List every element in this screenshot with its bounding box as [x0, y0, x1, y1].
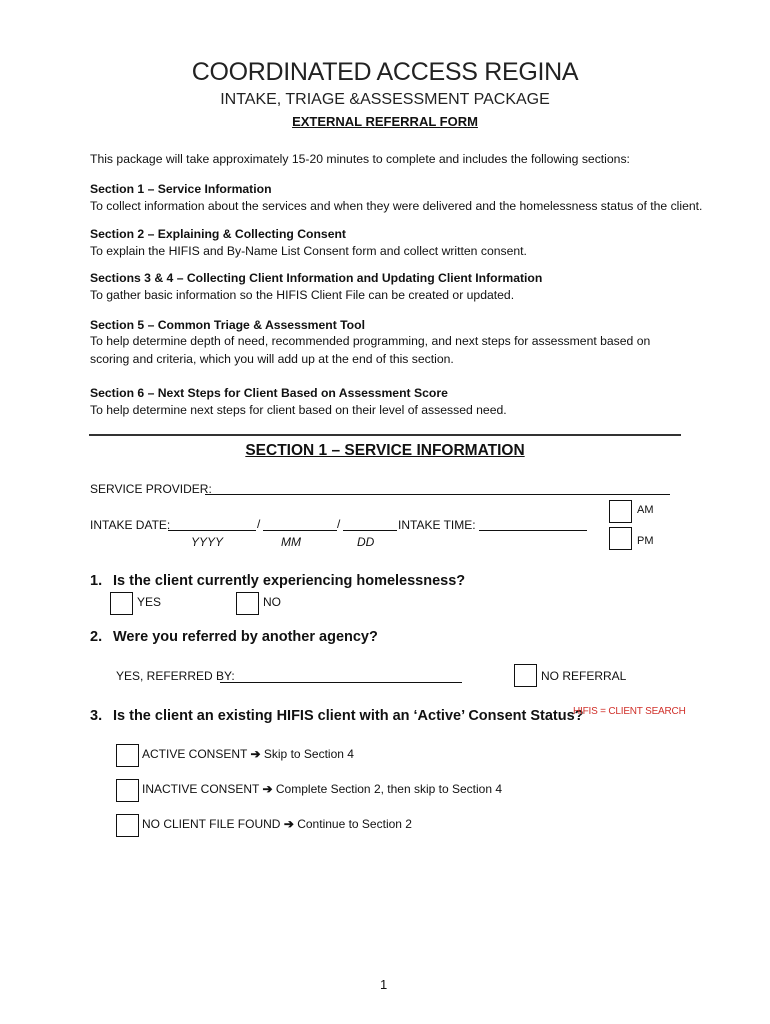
- active-consent-label: ACTIVE CONSENT: [142, 747, 248, 761]
- no-referral-checkbox[interactable]: [514, 664, 537, 687]
- referred-by-label: YES, REFERRED BY:: [116, 669, 235, 683]
- arrow-right-icon: ➔: [262, 782, 273, 796]
- arrow-right-icon: ➔: [250, 747, 261, 761]
- yyyy-hint: YYYY: [191, 535, 224, 549]
- intake-time-label: INTAKE TIME:: [398, 518, 476, 532]
- question-2-number: 2.: [90, 629, 103, 645]
- hifis-note: HIFIS = CLIENT SEARCH: [573, 706, 686, 717]
- pm-label: PM: [637, 535, 654, 547]
- question-2-text: Were you referred by another agency?: [113, 629, 378, 645]
- active-consent-action: Skip to Section 4: [263, 747, 354, 761]
- question-1-number: 1.: [90, 573, 103, 589]
- intake-date-day-field[interactable]: [343, 530, 397, 531]
- inactive-consent-option: [142, 782, 502, 796]
- section-5-title: Section 5 – Common Triage & Assessment Tool: [90, 318, 365, 332]
- inactive-consent-action: Complete Section 2, then skip to Section 4: [275, 782, 503, 796]
- no-referral-label: NO REFERRAL: [541, 669, 627, 683]
- referred-by-field[interactable]: [220, 682, 462, 683]
- q1-no-label: NO: [263, 595, 281, 609]
- section-2-title: Section 2 – Explaining & Collecting Consent: [90, 227, 346, 241]
- section-6-title: Section 6 – Next Steps for Client Based on Assessment Score: [90, 386, 448, 400]
- q1-yes-label: YES: [137, 595, 162, 609]
- active-consent-option: [142, 747, 354, 761]
- section-3-4-desc: To gather basic information so the HIFIS Client File can be created or updated.: [90, 288, 515, 302]
- no-client-file-option: [142, 817, 412, 831]
- document-subtitle: INTAKE, TRIAGE &ASSESSMENT PACKAGE: [220, 91, 550, 108]
- active-consent-checkbox[interactable]: [116, 744, 139, 767]
- arrow-right-icon: ➔: [283, 817, 294, 831]
- intake-time-field[interactable]: [479, 530, 587, 531]
- form-type-heading: EXTERNAL REFERRAL FORM: [292, 114, 478, 129]
- question-3-number: 3.: [90, 708, 103, 724]
- dd-hint: DD: [357, 535, 375, 549]
- date-separator: /: [337, 517, 341, 531]
- q1-no-checkbox[interactable]: [236, 592, 259, 615]
- section-1-desc: To collect information about the services and when they were delivered and the homelessness status of the client.: [90, 199, 703, 213]
- section-3-4-title: Sections 3 & 4 – Collecting Client Information and Updating Client Information: [90, 271, 543, 285]
- q1-yes-checkbox[interactable]: [110, 592, 133, 615]
- page-number: 1: [380, 977, 388, 992]
- intake-date-year-field[interactable]: [168, 530, 256, 531]
- mm-hint: MM: [281, 535, 301, 549]
- inactive-consent-label: INACTIVE CONSENT: [142, 782, 260, 796]
- am-checkbox[interactable]: [609, 500, 632, 523]
- section-2-desc: To explain the HIFIS and By-Name List Consent form and collect written consent.: [90, 244, 527, 258]
- section-5-desc-line1: To help determine depth of need, recommended programming, and next steps for assessment based on: [90, 334, 651, 348]
- divider: [89, 434, 681, 436]
- service-provider-field[interactable]: [205, 494, 670, 495]
- no-client-file-action: Continue to Section 2: [297, 817, 412, 831]
- no-client-file-checkbox[interactable]: [116, 814, 139, 837]
- pm-checkbox[interactable]: [609, 527, 632, 550]
- inactive-consent-checkbox[interactable]: [116, 779, 139, 802]
- service-provider-label: SERVICE PROVIDER:: [90, 482, 212, 496]
- question-3-text: Is the client an existing HIFIS client with an ‘Active’ Consent Status?: [113, 708, 584, 724]
- am-label: AM: [637, 504, 654, 516]
- section-6-desc: To help determine next steps for client based on their level of assessed need.: [90, 403, 507, 417]
- no-client-file-label: NO CLIENT FILE FOUND: [142, 817, 281, 831]
- document-title: COORDINATED ACCESS REGINA: [191, 58, 579, 86]
- intro-text: This package will take approximately 15-20 minutes to complete and includes the following sections:: [90, 152, 630, 166]
- section-5-desc-line2: scoring and criteria, which you will add up at the end of this section.: [90, 352, 454, 366]
- intake-date-month-field[interactable]: [263, 530, 337, 531]
- section-1-title: Section 1 – Service Information: [90, 182, 272, 196]
- question-1-text: Is the client currently experiencing homelessness?: [113, 573, 466, 589]
- intake-date-label: INTAKE DATE:: [90, 518, 171, 532]
- section-1-heading: SECTION 1 – SERVICE INFORMATION: [245, 442, 525, 459]
- date-separator: /: [257, 517, 261, 531]
